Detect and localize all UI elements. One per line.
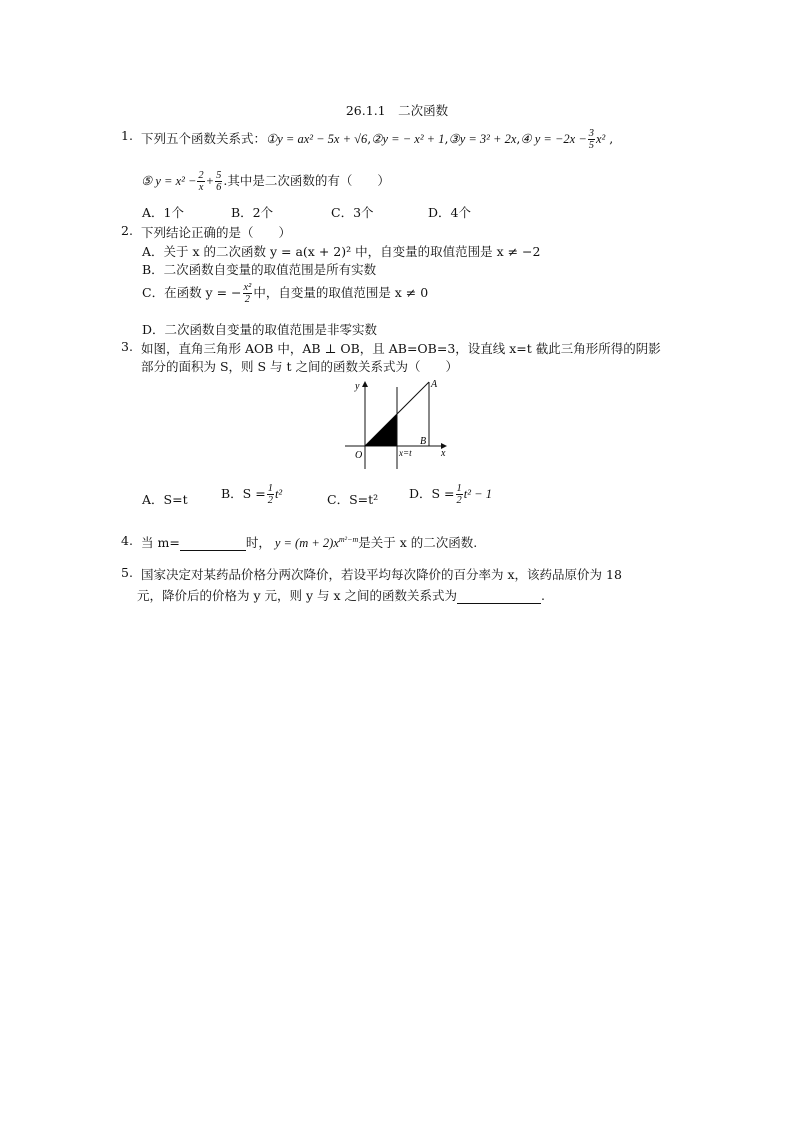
q1-formula-1: ①y = ax² − 5x + √6 [266, 132, 368, 146]
q2-option-c [142, 282, 428, 305]
q1-line1: 下列五个函数关系式：①y = ax² − 5x + √6,②y = − x² + 1,③y = 3² + 2x,④ y = −2x − $\frac{3}{5}$ x² , [141, 128, 614, 151]
y-axis-arrow [362, 381, 368, 387]
q2-option-c-b: 中，自变量的取值范围是 x ≠ 0 [253, 285, 429, 300]
q3-option-b-a: B．S = [221, 486, 266, 501]
q1-option-d: D．4个 [428, 205, 471, 220]
q1-option-c: C．3个 [331, 205, 374, 220]
q1-f5-fraction-2: $\frac{5}{6}$ [216, 170, 222, 193]
q5-line2 [137, 586, 545, 604]
q1-formula-5a: ⑤ y = x² − [141, 174, 197, 188]
page-title: 26.1.1 二次函数 [345, 103, 449, 118]
q1-formula-4b: x² [596, 132, 606, 146]
q4-answer-blank[interactable] [180, 538, 246, 551]
q1-formula-4a: ④ y = −2x − [520, 132, 587, 146]
q4-text-a: 当 m= [141, 535, 180, 550]
label-x-equals-t: x=t [399, 448, 412, 458]
q1-f5-plus: + [205, 174, 215, 188]
q2-option-c-a: C．在函数 y = − [142, 285, 242, 300]
q3-option-c: C．S=t² [327, 492, 379, 507]
q5-line2-text: 元，降价后的价格为 y 元，则 y 与 x 之间的函数关系式为 [137, 588, 458, 603]
q4-line [141, 533, 477, 551]
label-a: A [431, 379, 438, 390]
q3-option-a: A．S=t [142, 492, 188, 507]
q3-figure [343, 377, 449, 473]
q5-end: . [541, 588, 545, 603]
q4-text-b: 时， [245, 535, 271, 550]
q1-option-a: A．1个 [142, 205, 184, 220]
q2-option-b: B．二次函数自变量的取值范围是所有实数 [142, 262, 377, 277]
q1-number: 1. [121, 128, 133, 143]
q2-option-c-fraction: $\frac{\text{x²}}{2}$ [243, 282, 252, 305]
q1-option-b: B．2个 [231, 205, 274, 220]
label-y: y [355, 381, 360, 392]
q1-line2 [141, 170, 390, 193]
q2-option-a: A．关于 x 的二次函数 y = a(x + 2)² 中，自变量的取值范围是 x ≠ −2 [142, 244, 541, 259]
q4-formula: y = (m + 2)x [274, 536, 339, 550]
q3-option-d-b: t² − 1 [463, 487, 492, 501]
q5-answer-blank[interactable] [457, 591, 541, 604]
q4-number: 4. [121, 533, 133, 548]
q1-stem-b: .其中是二次函数的有（ ） [223, 173, 390, 188]
q1-stem-a: 下列五个函数关系式： [141, 131, 267, 146]
q2-number: 2. [121, 223, 133, 238]
q3-option-b-b: t² [274, 487, 283, 501]
q3-figure-svg [343, 377, 449, 473]
q5-number: 5. [121, 565, 133, 580]
q3-option-d [409, 483, 492, 506]
label-b: B [420, 436, 427, 447]
q4-exponent: m²−m [338, 534, 359, 544]
q3-option-d-fraction: $\frac{1}{2}$ [456, 483, 462, 506]
q3-line2: 部分的面积为 S，则 S 与 t 之间的函数关系式为（ ） [141, 359, 459, 374]
q1-formula-3: ③y = 3² + 2x [448, 132, 517, 146]
q2-stem: 下列结论正确的是（ ） [141, 225, 292, 240]
q3-option-b-fraction: $\frac{1}{2}$ [267, 483, 273, 506]
q3-option-d-a: D．S = [409, 486, 455, 501]
q3-number: 3. [121, 339, 133, 354]
q3-line1: 如图，直角三角形 AOB 中，AB ⊥ OB，且 AB=OB=3，设直线 x=t 截此三角形所得的阴影 [141, 341, 661, 356]
q1-formula-2: ②y = − x² + 1 [371, 132, 445, 146]
label-x: x [441, 448, 446, 459]
label-o: O [355, 450, 363, 461]
q5-line1: 国家决定对某药品价格分两次降价，若设平均每次降价的百分率为 x，该药品原价为 18 [141, 567, 622, 582]
q3-option-b [221, 483, 282, 506]
shaded-region [365, 414, 397, 446]
q1-f5-fraction-1: $\frac{2}{x}$ [198, 170, 204, 193]
q4-text-d: 是关于 x 的二次函数. [358, 535, 478, 550]
q1-f4-fraction: $\frac{3}{5}$ [588, 128, 594, 151]
q2-option-d: D．二次函数自变量的取值范围是非零实数 [142, 322, 378, 337]
